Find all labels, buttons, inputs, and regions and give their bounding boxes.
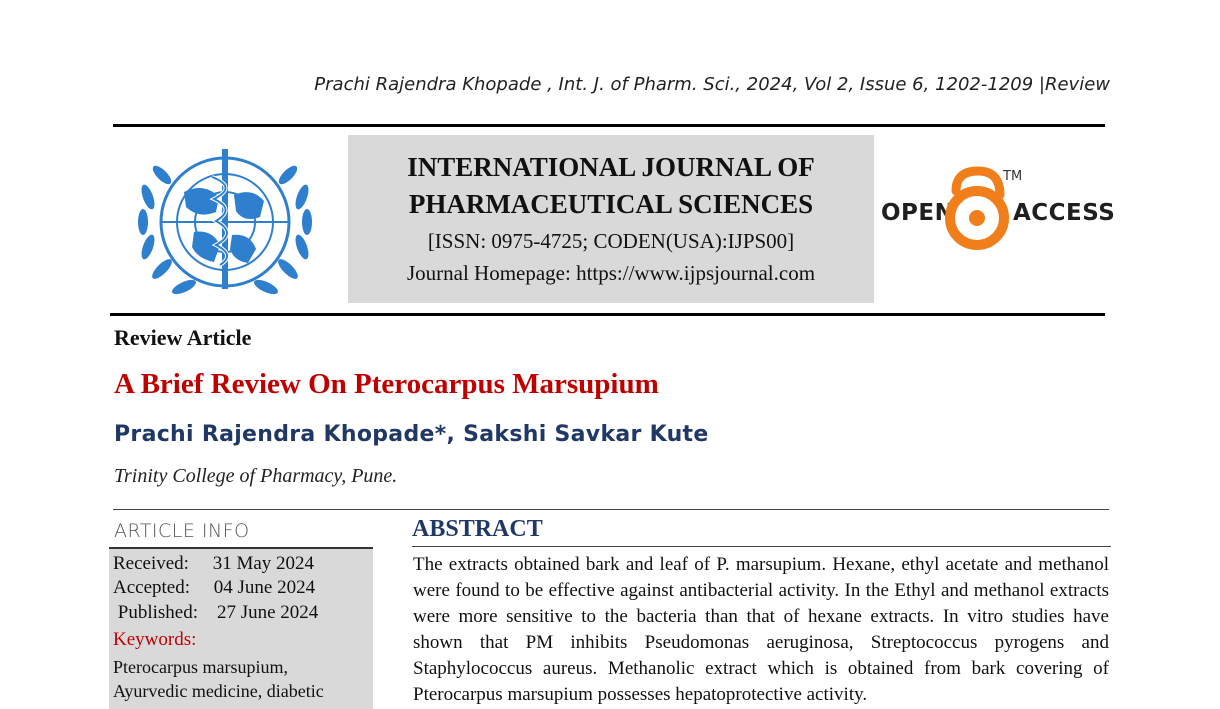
abstract-rule xyxy=(412,546,1111,547)
article-affiliation: Trinity College of Pharmacy, Pune. xyxy=(114,465,398,487)
journal-title-line1: INTERNATIONAL JOURNAL OF xyxy=(407,152,815,182)
received-date: Received: 31 May 2024 xyxy=(113,553,315,574)
running-head: Prachi Rajendra Khopade , Int. J. of Pharm. Sci., 2024, Vol 2, Issue 6, 1202-1209 |Review xyxy=(314,74,1110,95)
journal-title-box xyxy=(348,135,874,303)
abstract-heading: ABSTRACT xyxy=(412,516,543,542)
article-title: A Brief Review On Pterocarpus Marsupium xyxy=(114,368,659,400)
journal-homepage: Journal Homepage: https://www.ijpsjournal.com xyxy=(406,261,816,285)
journal-emblem-logo xyxy=(124,137,326,307)
accepted-date: Accepted: 04 June 2024 xyxy=(113,577,316,598)
open-access-right-text: ACCESS xyxy=(1013,200,1116,226)
article-info-heading: ARTICLE INFO xyxy=(114,520,250,542)
trademark-mark: TM xyxy=(1003,169,1023,184)
header-top-rule xyxy=(113,124,1105,127)
article-authors: Prachi Rajendra Khopade*, Sakshi Savkar Kute xyxy=(114,422,709,447)
article-type: Review Article xyxy=(114,325,252,350)
journal-title-line2: PHARMACEUTICAL SCIENCES xyxy=(408,189,814,219)
journal-issn: [ISSN: 0975-4725; CODEN(USA):IJPS00] xyxy=(427,229,795,253)
header-bottom-rule xyxy=(110,313,1105,316)
keywords-label: Keywords: xyxy=(113,629,197,650)
keywords-text: Pterocarpus marsupium, Ayurvedic medicine, diabetic xyxy=(113,657,324,701)
abstract-text: The extracts obtained bark and leaf of P. marsupium. Hexane, ethyl acetate and methanol were found to be effective against antibacterial activity. In the Ethyl and methanol extracts were more sensitive to the bacteria than that of hexane extracts. In vitro studies have shown that PM inhibits Pseudomonas aeruginosa, Streptococcus pyrogens and Staphylococcus aureus. Methanolic extract which is obtained from bark covering of Pterocarpus marsupium possesses hepatoprotective activity. xyxy=(413,554,1109,705)
open-access-left-text: OPEN xyxy=(881,200,955,226)
published-date: Published: 27 June 2024 xyxy=(113,602,319,623)
section-divider xyxy=(113,509,1109,510)
article-info-box xyxy=(109,547,373,709)
